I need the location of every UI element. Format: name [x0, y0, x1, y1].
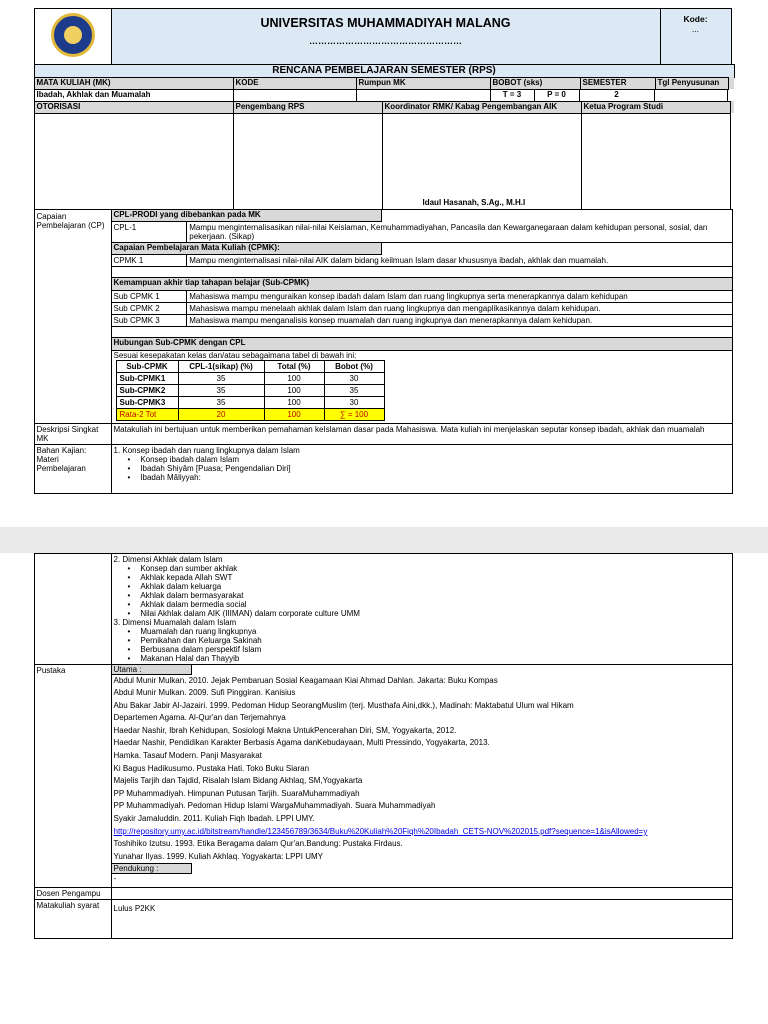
pengembang-sign-cell — [233, 113, 383, 210]
header-title-cell — [111, 8, 661, 65]
th-total: Total (%) — [264, 360, 324, 372]
table-cell: 100 — [264, 372, 324, 384]
prasyarat-row — [34, 900, 734, 939]
ketua-label: Ketua Program Studi — [581, 101, 731, 114]
reference-item: Abdul Munir Mulkan. 2010. Jejak Pembaruan Sosial Keagamaan Kiai Ahmad Dahlan. Jakarta: Buku Kompas — [113, 675, 498, 685]
table-cell: 30 — [324, 396, 384, 408]
deskripsi-label: Deskripsi Singkat MK — [34, 423, 112, 445]
kesepakatan-text: Sesuai kesepakatan kelas dan/atau sebagaimana tabel di bawah ini: — [113, 350, 357, 360]
sub2-row — [112, 303, 732, 315]
kode-label: Kode: — [683, 13, 708, 24]
hubungan-header: Hubungan Sub-CPMK dengan CPL — [112, 337, 732, 351]
table-cell: Sub-CPMK3 — [116, 396, 178, 408]
prasyarat-label: Matakuliah syarat — [34, 899, 112, 939]
bobot-p-value: P = 0 — [534, 89, 580, 102]
table-cell: 20 — [178, 408, 264, 420]
prasyarat-value: Lulus P2KK — [111, 899, 733, 939]
reference-item: Ki Bagus Hadikusumo. Pustaka Hati. Toko Buku Siaran — [113, 763, 310, 773]
pustaka-label: Pustaka — [34, 664, 112, 889]
reference-item: Departemen Agama. Al-Qur'an dan Terjemahnya — [113, 713, 286, 723]
references-list — [112, 675, 732, 864]
th-sub-cpmk: Sub-CPMK — [116, 360, 178, 372]
sub1-text: Mahasiswa mampu menguraikan konsep ibadah dalam Islam dan ruang lingkupnya serta menerapkannya dalam kehidupan — [189, 291, 628, 301]
table-cell: Sub-CPMK2 — [116, 384, 178, 396]
pustaka-row — [34, 664, 734, 888]
koordinator-sign-cell — [382, 113, 582, 210]
pustaka-content — [111, 664, 733, 889]
list-item: • Ibadah Shiyâm [Puasa; Pengendalian Diri] — [114, 464, 730, 473]
table-header-row — [116, 360, 384, 372]
koordinator-label: Koordinator RMK/ Kabag Pengembangan AIK — [382, 101, 582, 114]
repository-link[interactable]: http://repository.umy.ac.id/bitstream/handle/123456789/3634/Buku%20Kuliah%20Fiqh%20Ibadah_CETS-NOV%202015.pdf?sequence=1&isAllowed=y — [113, 826, 648, 836]
bobot-label: BOBOT (sks) — [490, 77, 581, 90]
reference-item: Toshihiko Izutsu. 1993. Etika Beragama dalam Qur'an.Bandung: Pustaka Firdaus. — [113, 839, 403, 849]
table-cell: 35 — [178, 396, 264, 408]
table-cell: Rata-2 Tot — [116, 408, 178, 420]
reference-item: Abdul Munir Mulkan. 2009. Sufi Pinggiran. Kanisius — [113, 688, 296, 698]
mk-label: MATA KULIAH (MK) — [34, 77, 234, 90]
tgl-label: Tgl Penyusunan — [655, 77, 729, 90]
list-item: • Konsep dan sumber akhlak — [114, 564, 730, 573]
logo-cell — [34, 8, 112, 65]
reference-item: Syakir Jamaluddin. 2011. Kuliah Fiqh Ibadah. LPPI UMY. — [113, 814, 315, 824]
rps-title: RENCANA PEMBELAJARAN SEMESTER (RPS) — [34, 64, 735, 78]
sub2-text: Mahasiswa mampu menelaah akhlak dalam Islam dan ruang lingkupnya dan mengaplikasikannya dalam kehidupan. — [189, 303, 601, 313]
cp-content — [111, 209, 733, 424]
reference-item: PP Muhammadiyah. Himpunan Putusan Tarjih. SuaraMuhammadiyah — [113, 788, 360, 798]
kode-cell — [660, 8, 732, 65]
reference-item: Haedar Nashir, Ibrah Kehidupan, Sosiologi Makna UntukPencerahan Diri, SM, Yogyakarta, 2012. — [113, 725, 457, 735]
rps-page-1 — [34, 8, 734, 493]
list-item: • Akhlak dalam bermedia social — [114, 600, 730, 609]
cpl-prodi-header: CPL-PRODI yang dibebankan pada MK — [112, 210, 382, 222]
reference-item: PP Muhammadiyah. Pedoman Hidup Islami WargaMuhammadiyah. Suara Muhammadiyah — [113, 801, 436, 811]
dosen-label: Dosen Pengampu — [34, 887, 112, 900]
sub3-code: Sub CPMK 3 — [112, 315, 188, 326]
reference-item: Abu Bakar Jabir Al-Jazairi. 1999. Pedoman Hidup SeorangMuslim (terj. Musthafa Aini,dkk.), Madinah: Maktabatul Ulum wal Hikam — [113, 700, 574, 710]
table-row — [116, 372, 384, 384]
bahan-kajian-row — [34, 444, 734, 493]
spacer — [112, 267, 732, 277]
bahan-kajian-label-empty — [34, 553, 112, 665]
table-cell: 35 — [178, 372, 264, 384]
course-value-row — [34, 89, 734, 101]
table-cell: Sub-CPMK1 — [116, 372, 178, 384]
page-gap — [0, 527, 768, 553]
table-row — [116, 384, 384, 396]
sub3-text: Mahasiswa mampu menganalisis konsep muamalah dan ruang ingkupnya dan menerapkannya dalam kehidupan. — [189, 315, 593, 325]
list-item: • Muamalah dan ruang lingkupnya — [114, 627, 730, 636]
sub3-row — [112, 315, 732, 327]
cpl1-text: Mampu menginternalisasikan nilai-nilai Keislaman, Kemuhammadiyahan, Pancasila dan Kewarganegaraan dalam kehidupan personal, sosial, dan pekerjaan. (Sikap) — [189, 222, 708, 241]
table-cell: 30 — [324, 372, 384, 384]
th-cpl1: CPL-1(sikap) (%) — [178, 360, 264, 372]
bahan-item-1: 1. Konsep ibadah dan ruang lingkupnya dalam Islam — [113, 445, 300, 455]
bahan-kajian-label: Bahan Kajian: Materi Pembelajaran — [34, 444, 112, 494]
pendukung-label: Pendukung : — [112, 863, 192, 874]
rumpun-label: Rumpun MK — [356, 77, 491, 90]
table-cell: ∑ = 100 — [324, 408, 384, 420]
list-item: • Pernikahan dan Keluarga Sakinah — [114, 636, 730, 645]
deskripsi-text: Matakuliah ini bertujuan untuk memberikan pemahaman keIslaman dasar pada Mahasiswa. Mata kuliah ini menjelaskan seputar konsep ibadah, akhlak dan muamalah — [111, 423, 733, 445]
header-dots: …………………………………………… — [309, 35, 462, 46]
bahan-kajian-continued-row — [34, 553, 734, 664]
cp-section — [34, 209, 734, 423]
table-cell: 100 — [264, 396, 324, 408]
bahan-kajian-continued — [111, 553, 733, 665]
reference-item: Majelis Tarjih dan Tajdid, Risalah Islam Bidang Akhlaq, SM,Yogyakarta — [113, 776, 363, 786]
subcpmk-header: Kemampuan akhir tiap tahapan belajar (Sub-CPMK) — [112, 277, 732, 291]
cpl1-code: CPL-1 — [112, 222, 188, 242]
otorisasi-sign-row — [34, 113, 734, 209]
kode-col-label: KODE — [233, 77, 357, 90]
reference-item: Haedar Nashir, Pendidikan Karakter Berbasis Agama danKebudayaan, Multi Pressindo, Yogyakarta, 2013. — [113, 738, 490, 748]
cpmk1-code: CPMK 1 — [112, 255, 188, 266]
utama-label: Utama : — [112, 665, 192, 675]
list-item: • Akhlak dalam bermasyarakat — [114, 591, 730, 600]
kode-value: ... — [691, 23, 700, 34]
table-row — [116, 396, 384, 408]
koordinator-name: Idaul Hasanah, S.Ag., M.H.I — [422, 197, 526, 207]
otorisasi-header-row — [34, 101, 734, 113]
bahan-kajian-content — [111, 444, 733, 494]
cpl1-row — [112, 222, 732, 243]
list-item: • Nilai Akhlak dalam AIK (IIIMAN) dalam corporate culture UMM — [114, 609, 730, 618]
course-header-row — [34, 77, 734, 89]
list-item: • Makanan Halal dan Thayyib — [114, 654, 730, 663]
sub1-code: Sub CPMK 1 — [112, 291, 188, 302]
pendukung-value: - — [113, 874, 117, 884]
bobot-t-value: T = 3 — [490, 89, 535, 102]
bahan-item-3: 3. Dimensi Muamalah dalam Islam — [113, 617, 237, 627]
table-cell: 35 — [324, 384, 384, 396]
list-item: • Berbusana dalam perspektif Islam — [114, 645, 730, 654]
university-name: UNIVERSITAS MUHAMMADIYAH MALANG — [260, 15, 511, 30]
rps-page-2 — [34, 553, 734, 939]
reference-item: Hamka. Tasauf Modern. Panji Masyarakat — [113, 751, 262, 761]
list-item: • Akhlak dalam keluarga — [114, 582, 730, 591]
semester-value: 2 — [579, 89, 655, 102]
list-item: • Konsep ibadah dalam Islam — [114, 455, 730, 464]
sub2-code: Sub CPMK 2 — [112, 303, 188, 314]
list-item: • Akhlak kepada Allah SWT — [114, 573, 730, 582]
semester-label: SEMESTER — [580, 77, 656, 90]
deskripsi-row — [34, 423, 734, 444]
table-cell: 100 — [264, 408, 324, 420]
table-cell: 35 — [178, 384, 264, 396]
cpmk1-text: Mampu menginternalisasi nilai-nilai AIK dalam bidang keilmuan Islam dasar khususnya ibadah, akhlak dan muamalah. — [189, 255, 609, 265]
mk-value: Ibadah, Akhlak dan Muamalah — [34, 89, 234, 102]
pengembang-label: Pengembang RPS — [233, 101, 383, 114]
reference-item: Yunahar Ilyas. 1999. Kuliah Akhlaq. Yogyakarta: LPPI UMY — [113, 851, 323, 861]
cpmk-header: Capaian Pembelajaran Mata Kuliah (CPMK): — [112, 243, 382, 255]
dosen-row — [34, 888, 734, 900]
table-total-row — [116, 408, 384, 420]
cp-label: Capaian Pembelajaran (CP) — [34, 209, 112, 424]
otorisasi-label: OTORISASI — [34, 101, 234, 114]
sub1-row — [112, 291, 732, 303]
cpmk1-row — [112, 255, 732, 267]
otorisasi-empty-cell — [34, 113, 234, 210]
sub-cpmk-table — [116, 360, 385, 421]
list-item: • Ibadah Mâliyyah: — [114, 473, 730, 482]
th-bobot: Bobot (%) — [324, 360, 384, 372]
university-logo-icon — [51, 13, 95, 57]
spacer — [112, 327, 732, 337]
ketua-sign-cell — [581, 113, 731, 210]
document-header — [34, 8, 734, 64]
table-cell: 100 — [264, 384, 324, 396]
bahan-item-2: 2. Dimensi Akhlak dalam Islam — [113, 554, 223, 564]
